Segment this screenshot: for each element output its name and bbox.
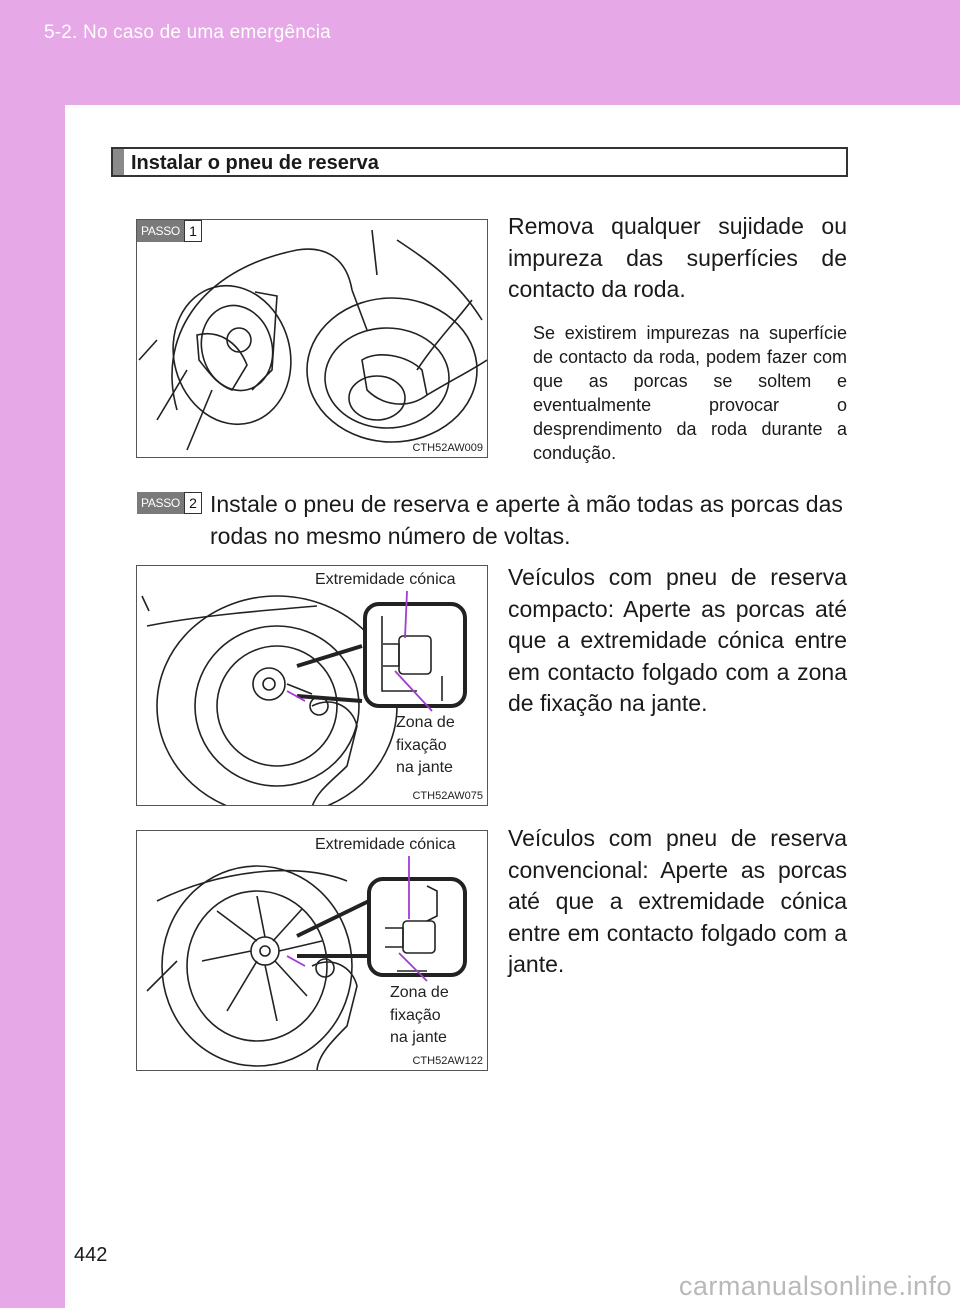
- figure-code: CTH52AW075: [412, 790, 483, 802]
- header-band: [0, 0, 960, 105]
- step-number: 2: [184, 492, 202, 514]
- label-tapered-end: Extremidade cónica: [315, 571, 456, 588]
- step2-badge: [137, 492, 202, 514]
- step2-instruction: Instale o pneu de reserva e aperte à mão todas as porcas das rodas no mesmo número de voltas.: [210, 491, 843, 549]
- page-number: 442: [74, 1244, 108, 1266]
- compact-spare-text: Veículos com pneu de reserva compacto: Aperte as porcas até que a extremidade cónica entre em contacto folgado com a zona de fixação na jante.: [508, 564, 847, 716]
- step1-badge: [137, 220, 202, 242]
- step-label: PASSO: [137, 492, 184, 514]
- label-mounting-zone-line2: fixação: [390, 1007, 441, 1024]
- label-mounting-zone-line3: na jante: [390, 1029, 447, 1046]
- section-title-bar: [113, 149, 124, 175]
- section-title-text: Instalar o pneu de reserva: [131, 152, 379, 174]
- step-number: 1: [184, 220, 202, 242]
- figure-conventional-spare: [136, 830, 488, 1071]
- watermark: carmanualsonline.info: [678, 1271, 952, 1301]
- step1-instruction: Remova qualquer sujidade ou impureza das superfícies de contacto da roda.: [508, 213, 847, 302]
- label-mounting-zone-line1: Zona de: [396, 714, 455, 731]
- step-label: PASSO: [137, 220, 184, 242]
- label-mounting-zone-line1: Zona de: [390, 984, 449, 1001]
- section-title: [111, 147, 848, 177]
- breadcrumb: 5-2. No caso de uma emergência: [44, 22, 331, 43]
- side-band: [0, 105, 65, 1308]
- conventional-spare-text: Veículos com pneu de reserva convencional: Aperte as porcas até que a extremidade cónica entre em contacto folgado com a jante.: [508, 825, 847, 977]
- step1-note: Se existirem impurezas na superfície de contacto da roda, podem fazer com que as porcas se soltem e eventualmente provocar o desprendimento da roda durante a condução.: [533, 323, 847, 463]
- label-mounting-zone-line2: fixação: [396, 737, 447, 754]
- label-mounting-zone-line3: na jante: [396, 759, 453, 776]
- wheel-cleaning-illustration: [137, 220, 488, 458]
- figure-step1: [136, 219, 488, 458]
- label-tapered-end: Extremidade cónica: [315, 836, 456, 853]
- figure-code: CTH52AW009: [412, 442, 483, 454]
- figure-compact-spare: [136, 565, 488, 806]
- figure-code: CTH52AW122: [412, 1055, 483, 1067]
